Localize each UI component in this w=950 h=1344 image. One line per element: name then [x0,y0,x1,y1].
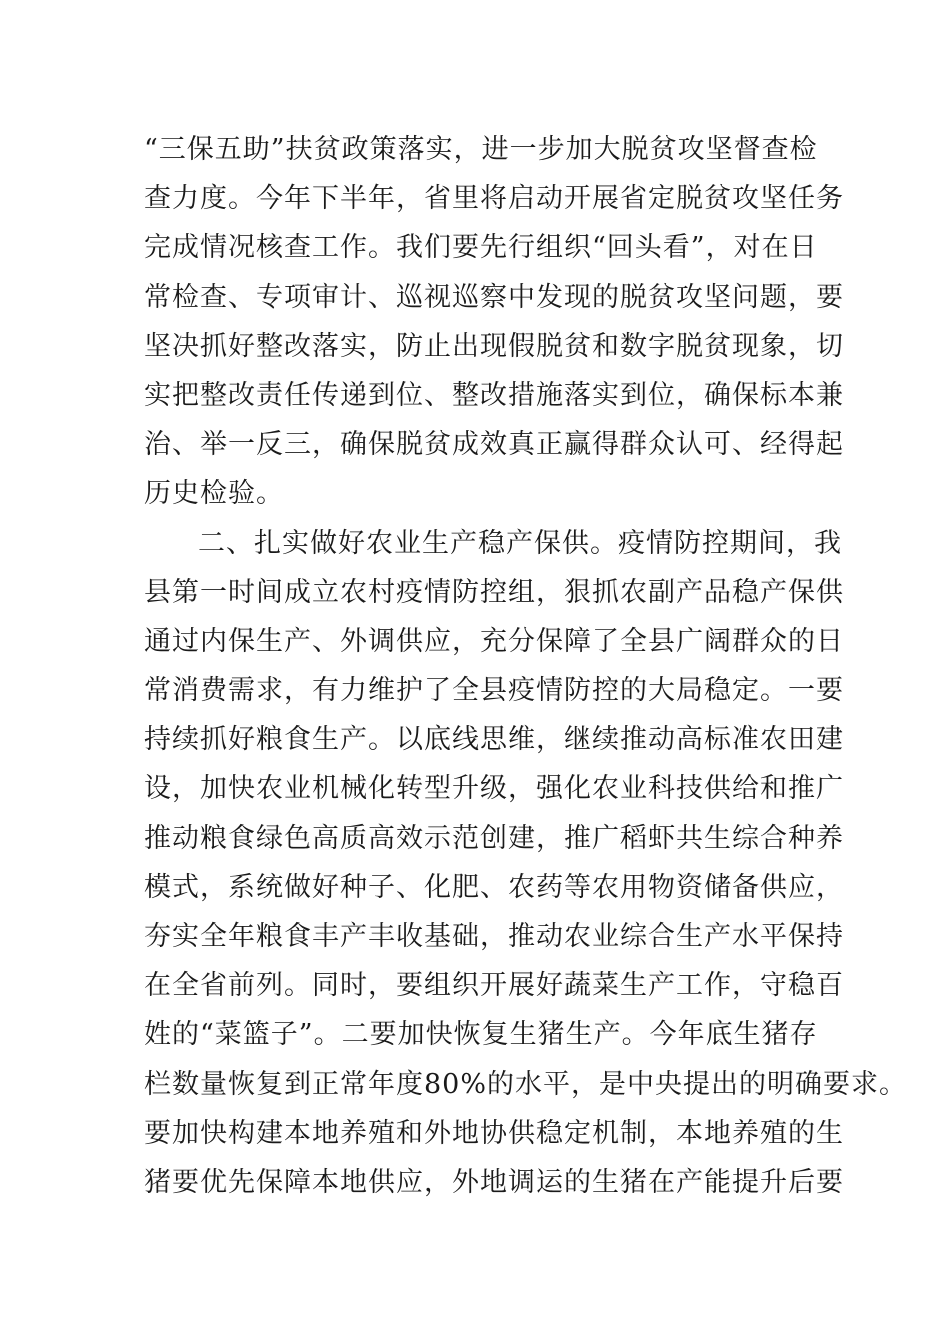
text-line: “三保五助”扶贫政策落实，进一步加大脱贫攻坚督查检 [144,134,818,165]
text-line: 设，加快农业机械化转型升级，强化农业科技供给和推广 [144,773,844,805]
text-line: 通过内保生产、外调供应，充分保障了全县广阔群众的日 [144,625,844,657]
text-line: 要加快构建本地养殖和外地协供稳定机制，本地养殖的生 [144,1117,844,1149]
text-line: 历史检验。 [144,478,284,510]
text-line: 坚决抓好整改落实，防止出现假脱贫和数字脱贫现象，切 [144,330,844,362]
text-line: 栏数量恢复到正常年度80%的水平，是中央提出的明确要求。 [144,1068,908,1100]
text-line: 姓的“菜篮子”。二要加快恢复生猪生产。今年底生猪存 [144,1019,818,1051]
text-line: 常消费需求，有力维护了全县疫情防控的大局稳定。一要 [144,675,844,707]
text-line: 实把整改责任传递到位、整改措施落实到位，确保标本兼 [144,379,844,411]
text-line: 模式，系统做好种子、化肥、农药等农用物资储备供应， [144,871,844,903]
text-line: 夯实全年粮食丰产丰收基础，推动农业综合生产水平保持 [144,921,844,952]
text-line: 猪要优先保障本地供应，外地调运的生猪在产能提升后要 [144,1166,844,1198]
text-line: 县第一时间成立农村疫情防控组，狠抓农副产品稳产保供 [144,576,844,608]
text-line: 推动粮食绿色高质高效示范创建，推广稻虾共生综合种养 [144,822,844,854]
text-line: 在全省前列。同时，要组织开展好蔬菜生产工作，守稳百 [144,970,844,1002]
text-line: 治、举一反三，确保脱贫成效真正赢得群众认可、经得起 [144,429,844,461]
text-line: 查力度。今年下半年，省里将启动开展省定脱贫攻坚任务 [144,183,844,215]
text-line: 完成情况核查工作。我们要先行组织“回头看”，对在日 [144,232,818,264]
document-body [144,125,908,1207]
paragraph-heading-line: 二、扎实做好农业生产稳产保供。疫情防控期间，我 [198,527,842,559]
text-line: 常检查、专项审计、巡视巡察中发现的脱贫攻坚问题，要 [144,281,844,313]
text-line: 持续抓好粮食生产。以底线思维，继续推动高标准农田建 [144,724,844,756]
